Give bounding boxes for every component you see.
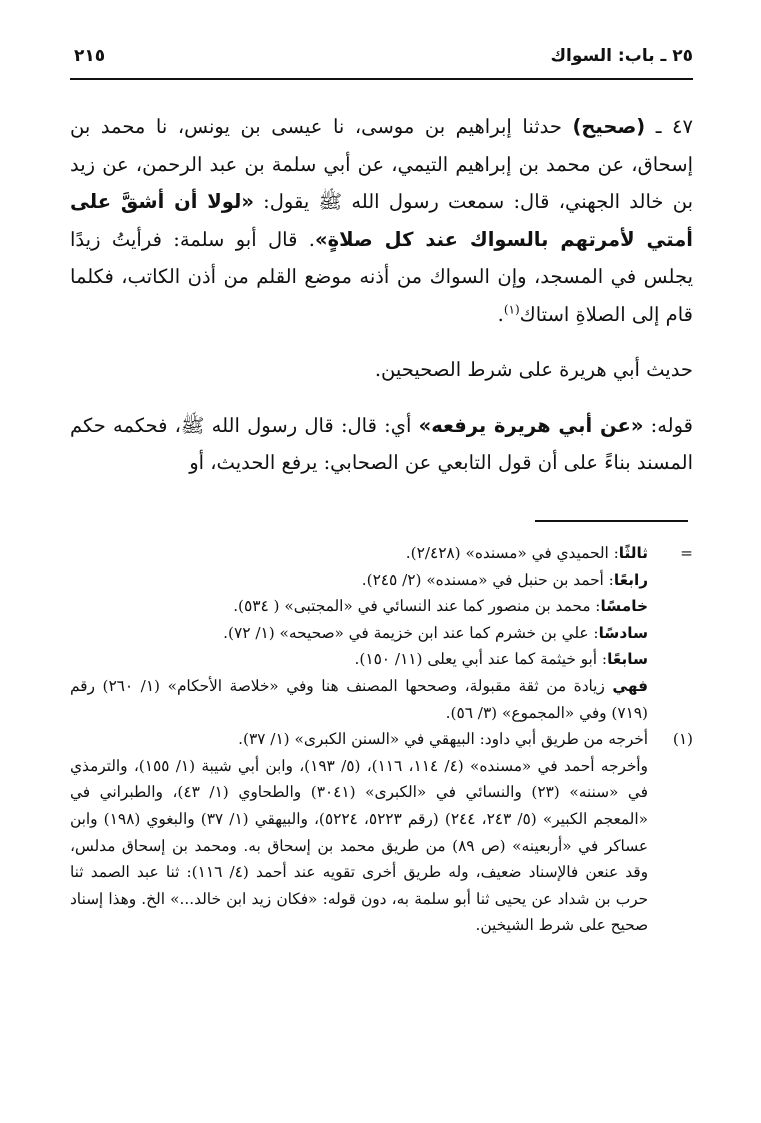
- page-number: ٢١٥: [74, 46, 106, 66]
- hadith-rest: . قال أبو سلمة: فرأيتُ زيدًا يجلس في المسجد، وإن السواك من أذنه موضع القلم من أذن الكاتب، فكلما قام إلى الصلاةِ استاك: [70, 227, 693, 326]
- footnote-line-text: : الحميدي في «مسنده» (٢/٤٢٨).: [405, 544, 619, 562]
- footnote-line-label: سابعًا: [607, 650, 648, 669]
- footnote-line-text: : أبو خيثمة كما عند أبي يعلى (١١/ ١٥٠).: [354, 650, 608, 669]
- footnote-reference[interactable]: (١): [503, 302, 520, 316]
- footnote-line: أخرجه من طريق أبي داود: البيهقي في «السنن الكبرى» (١/ ٣٧).: [238, 730, 648, 749]
- footnote-continuation: [70, 540, 693, 726]
- footnote-line: [70, 646, 648, 673]
- footnote-line-label: فهي: [612, 676, 648, 695]
- footnote-1: [70, 726, 693, 939]
- footnote-separator: [535, 520, 688, 522]
- author-note: حديث أبي هريرة على شرط الصحيحين.: [374, 358, 693, 381]
- footnote-line-text: زيادة من ثقة مقبولة، وصححها المصنف هنا وفي «خلاصة الأحكام» (١/ ٢٦٠) رقم (٧١٩) وفي «المجموع» (٣/ ٥٦).: [70, 676, 648, 722]
- footnote-line: [70, 540, 648, 567]
- footnote-line-text: : محمد بن منصور كما عند النسائي في «المجتبى» ( ٥٣٤).: [233, 597, 601, 616]
- hadith-number: ٤٧ ـ: [645, 115, 693, 138]
- footnote-line: وأخرجه أحمد في «مسنده» (٤/ ١١٤، ١١٦)، (٥/ ١٩٣)، وابن أبي شيبة (١/ ١٥٥)، والترمذي في «سننه» (٢٣) والنسائي في «الكبرى» (٣٠٤١) والطحاوي (١/ ٤٣)، والطبراني في «المعجم الكبير» (٥/ ٢٤٣، ٢٤٤) (رقم ٥٢٢٣، ٥٢٢٤)، والبيهقي (١/ ٣٧) والبغوي (١٩٨) وابن عساكر في «أربعينه» (ص ٨٩) من طريق محمد بن إسحاق به. ومحمد بن إسحاق مدلس، وقد عنعن فالإسناد ضعيف، وله طريق أخرى تقويه عند أحمد (٤/ ١١٦): ثنا عبد الصمد ثنا حرب بن شداد عن يحيى ثنا أبو سلمة به، دون قوله: «فكان زيد ابن خالد...» الخ. وهذا إسناد صحيح على شرط الشيخين.: [70, 756, 648, 935]
- footnote-line-label: ثالثًا: [618, 544, 648, 562]
- hadith-matn: «لولا أن أشقَّ على أمتي لأمرتهم بالسواك عند كل صلاةٍ»: [70, 190, 693, 251]
- paragraph-spacer: [70, 389, 693, 407]
- footnote-line: [70, 620, 648, 647]
- hadith-isnad: حدثنا إبراهيم بن موسى، نا عيسى بن يونس، نا محمد بن إسحاق، عن محمد بن إبراهيم التيمي، عن أبي سلمة بن عبد الرحمن، عن زيد بن خالد الجهني، قال: سمعت رسول الله ﷺ يقول:: [70, 115, 693, 213]
- chapter-title: ٢٥ ـ باب: السواك: [550, 46, 693, 66]
- running-header: [70, 44, 693, 80]
- footnote-line-label: خامسًا: [600, 597, 648, 616]
- hadith-grade: (صحيح): [572, 115, 646, 138]
- footnote-line: [70, 593, 648, 620]
- footnote-line-label: رابعًا: [613, 570, 648, 589]
- footnote-line: [70, 567, 648, 594]
- commentary-rest: أي: قال: قال رسول الله ﷺ، فحكمه حكم المسند بناءً على أن قول التابعي عن الصحابي: يرفع الحديث، أو: [70, 413, 693, 474]
- footnote-line-text: : علي بن خشرم كما عند ابن خزيمة في «صحيحه» (١/ ٧٢).: [223, 623, 599, 642]
- footnote-line: [70, 673, 648, 726]
- commentary-paragraph: [70, 407, 693, 482]
- commentary-quote: «عن أبي هريرة يرفعه»: [418, 413, 644, 437]
- commentary-lead: قوله:: [643, 413, 693, 437]
- footnote-line-text: : أحمد بن حنبل في «مسنده» (٢/ ٢٤٥).: [361, 570, 614, 589]
- footnote-1-marker: (١): [672, 730, 693, 749]
- hadith-end: .: [497, 302, 504, 326]
- hadith-paragraph: [70, 108, 693, 333]
- paragraph-spacer: [70, 333, 693, 351]
- footnote-line-label: سادسًا: [598, 623, 648, 642]
- main-text: [70, 108, 693, 482]
- footnotes-section: [70, 540, 693, 939]
- continuation-marker: =: [680, 544, 693, 562]
